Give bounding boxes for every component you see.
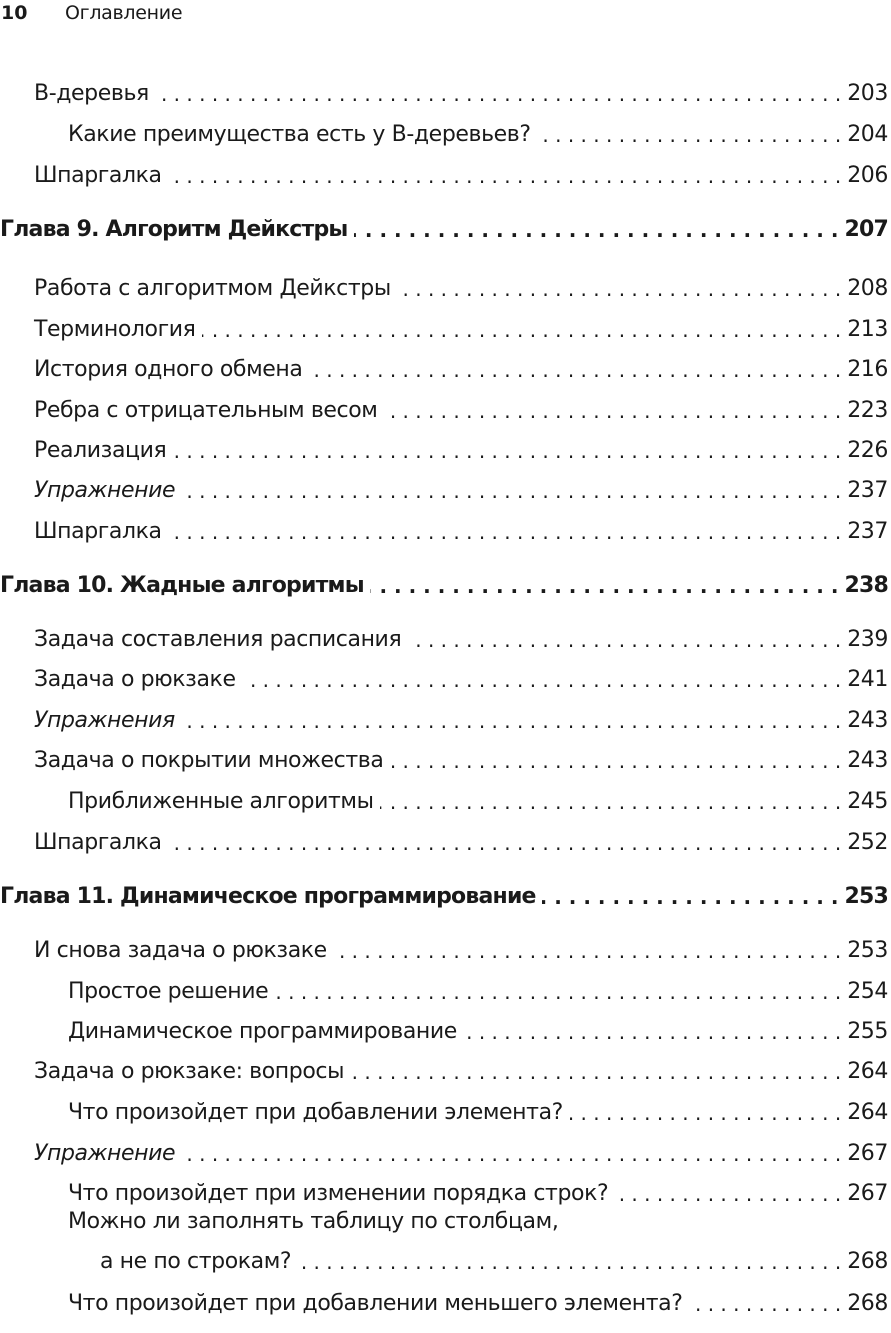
toc-chapter-entry — [0, 572, 891, 600]
toc-entry-text: Что произойдет при добавлении меньшего элемента? — [68, 1291, 683, 1316]
dot-leader — [389, 747, 841, 775]
dot-leader — [463, 1018, 841, 1046]
toc-entry-text: B-деревья — [34, 81, 149, 106]
toc-entry-text: Задача о рюкзаке: вопросы — [34, 1059, 345, 1084]
toc-page-number: 254 — [847, 979, 888, 1004]
toc-page-number: 241 — [847, 667, 888, 692]
toc-entry-text: И снова задача о рюкзаке — [34, 938, 327, 963]
toc-page-number: 243 — [847, 708, 888, 733]
toc-entry — [0, 1099, 891, 1127]
toc-entry — [0, 518, 891, 546]
toc-entry-text: Динамическое программирование — [68, 1019, 457, 1044]
toc-entry-text: Какие преимущества есть у B-деревьев? — [68, 122, 531, 147]
toc-entry-text: Упражнения — [34, 708, 175, 733]
toc-entry — [0, 1290, 891, 1318]
dot-leader — [354, 216, 839, 244]
toc-entry — [0, 666, 891, 694]
toc-chapter-entry — [0, 216, 891, 244]
toc-entry-text: Простое решение — [68, 979, 269, 1004]
toc-entry — [0, 1180, 891, 1208]
dot-leader — [370, 572, 839, 600]
dot-leader — [242, 666, 842, 694]
toc-entry-text: Терминология — [34, 317, 196, 342]
toc-page-number: 207 — [844, 217, 888, 242]
toc-page-number: 203 — [847, 81, 888, 106]
toc-page-number: 208 — [847, 276, 888, 301]
dot-leader — [172, 437, 841, 465]
toc-entry — [0, 356, 891, 384]
toc-entry — [0, 1018, 891, 1046]
dot-leader — [308, 356, 841, 384]
toc-entry-text: Что произойдет при изменении порядка строк? — [68, 1181, 609, 1206]
toc-entry — [0, 626, 891, 654]
dot-leader — [333, 937, 841, 965]
toc-entry-text: Реализация — [34, 438, 167, 463]
dot-leader — [569, 1099, 841, 1127]
dot-leader — [168, 829, 842, 857]
toc-entry-text: Задача о рюкзаке — [34, 667, 236, 692]
dot-leader — [181, 477, 841, 505]
dot-leader — [181, 707, 841, 735]
dot-leader — [542, 883, 839, 911]
dot-leader — [380, 788, 842, 816]
toc-page-number: 216 — [847, 357, 888, 382]
toc-entry-text: Задача составления расписания — [34, 627, 402, 652]
toc-entry-text: Шпаргалка — [34, 830, 162, 855]
toc-page-number: 268 — [847, 1291, 888, 1316]
toc-entry — [0, 788, 891, 816]
dot-leader — [537, 121, 842, 149]
toc-page-number: 245 — [847, 789, 888, 814]
toc-entry — [0, 1140, 891, 1168]
toc-page-number: 267 — [847, 1181, 888, 1206]
toc-entry-text: Задача о покрытии множества — [34, 748, 384, 773]
toc-entry — [0, 1058, 891, 1086]
toc-page-number: 238 — [844, 573, 888, 598]
toc-entry-text: Упражнение — [34, 1141, 176, 1166]
dot-leader — [297, 1248, 841, 1276]
toc-page-number: 267 — [847, 1141, 888, 1166]
toc-entry — [0, 437, 891, 465]
dot-leader — [407, 626, 841, 654]
toc-entry-text: Глава 10. Жадные алгоритмы — [0, 573, 364, 598]
dot-leader — [397, 275, 841, 303]
toc-entry-text: Можно ли заполнять таблицу по столбцам, — [68, 1209, 559, 1234]
dot-leader — [168, 518, 842, 546]
toc-entry-text: Шпаргалка — [34, 163, 162, 188]
toc-page-number: 268 — [847, 1249, 888, 1274]
dot-leader — [168, 162, 842, 190]
running-title: Оглавление — [65, 2, 183, 24]
toc-chapter-entry — [0, 883, 891, 911]
toc-entry-text: Глава 11. Динамическое программирование — [0, 884, 536, 909]
toc-page-number: 255 — [847, 1019, 888, 1044]
toc-page-number: 253 — [847, 938, 888, 963]
toc-entry — [0, 121, 891, 149]
dot-leader — [688, 1290, 841, 1318]
toc-entry — [0, 707, 891, 735]
toc-entry — [0, 477, 891, 505]
toc-entry — [0, 80, 891, 108]
toc-page-number: 264 — [847, 1059, 888, 1084]
toc-entry-text: Глава 9. Алгоритм Дейкстры — [0, 217, 348, 242]
toc-entry — [0, 275, 891, 303]
toc-page-number: 252 — [847, 830, 888, 855]
page-number: 10 — [1, 2, 28, 24]
toc-page-number: 243 — [847, 748, 888, 773]
toc-entry-text: Шпаргалка — [34, 519, 162, 544]
toc-entry — [0, 747, 891, 775]
toc-page-number: 239 — [847, 627, 888, 652]
toc-entry — [0, 316, 891, 344]
toc-entry-text: История одного обмена — [34, 357, 303, 382]
toc-entry — [0, 162, 891, 190]
toc-entry-text: Упражнение — [34, 478, 176, 503]
toc-page-number: 204 — [847, 122, 888, 147]
dot-leader — [383, 397, 841, 425]
toc-entry — [0, 829, 891, 857]
toc-entry-text: Что произойдет при добавлении элемента? — [68, 1100, 563, 1125]
dot-leader — [274, 978, 841, 1006]
toc-entry — [0, 1248, 891, 1276]
toc-entry-text: Работа с алгоритмом Дейкстры — [34, 276, 391, 301]
toc-entry — [0, 978, 891, 1006]
toc-entry-text: Приближенные алгоритмы — [68, 789, 374, 814]
dot-leader — [202, 316, 842, 344]
toc-entry-text: Ребра с отрицательным весом — [34, 398, 378, 423]
toc-page-number: 253 — [844, 884, 888, 909]
toc-entry — [0, 397, 891, 425]
toc-entry — [0, 937, 891, 965]
dot-leader — [155, 80, 841, 108]
dot-leader — [614, 1180, 841, 1208]
toc-page-number: 264 — [847, 1100, 888, 1125]
dot-leader — [181, 1140, 841, 1168]
dot-leader — [350, 1058, 841, 1086]
toc-entry-text: а не по строкам? — [100, 1249, 292, 1274]
toc-page-number: 237 — [847, 478, 888, 503]
toc-page-number: 206 — [847, 163, 888, 188]
toc-page-number: 213 — [847, 317, 888, 342]
toc-page-number: 237 — [847, 519, 888, 544]
toc-page-number: 226 — [847, 438, 888, 463]
toc-page-number: 223 — [847, 398, 888, 423]
running-head — [0, 0, 182, 26]
